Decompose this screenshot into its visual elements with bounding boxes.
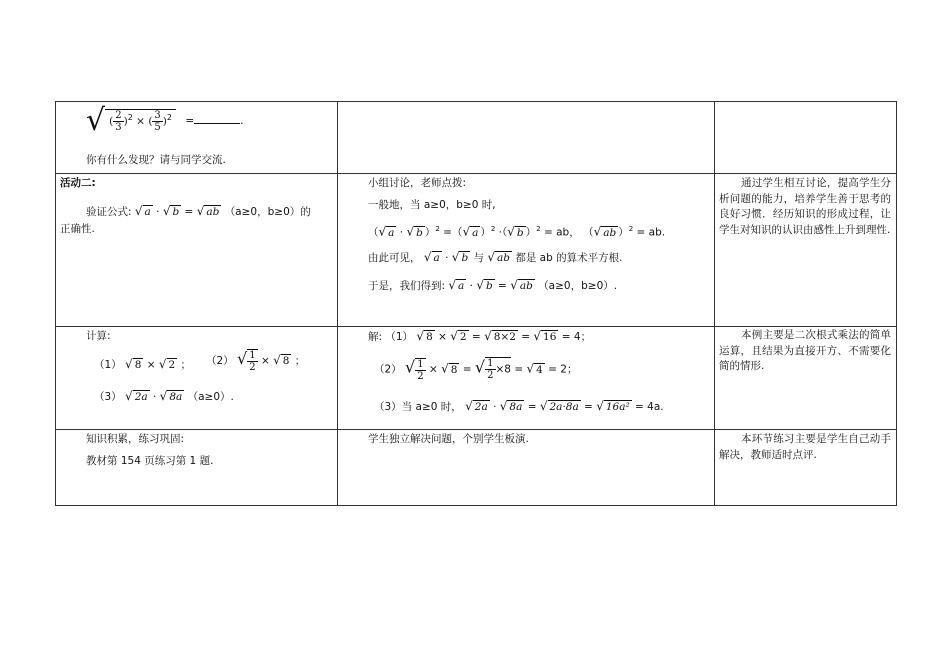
design-note: 本例主要是二次根式乘法的简单运算，且结果为直接开方、不需要化简的情形.: [719, 329, 891, 372]
solution-3: （3）当 a≥0 时， √ 2a · √ 8a = √ 2a·8a = √ 16a² = 4a.: [374, 399, 664, 413]
row2-note-cell: [715, 174, 897, 327]
practice-title: 知识积累，练习巩固:: [86, 433, 185, 445]
verify-tail: 正确性.: [60, 223, 95, 235]
table-row: [56, 327, 897, 430]
sqrt-sign: √: [86, 103, 106, 138]
table-row: [56, 102, 897, 174]
discussion-question: 你有什么发现？请与同学交流.: [86, 154, 226, 166]
row4-note-cell: [715, 430, 897, 506]
row3-middle-cell: [338, 327, 715, 430]
row2-content-cell: [56, 174, 338, 327]
student-work: 学生独立解决问题，个别学生板演.: [368, 433, 529, 445]
row3-content-cell: [56, 327, 338, 430]
solution-1: 解: （1） √ 8 × √ 2 = √ 8×2 = √ 16 = 4；: [368, 329, 592, 343]
result-formula: 于是，我们得到: √ a · √ b = √ ab （a≥0，b≥0）.: [368, 278, 618, 292]
group-discussion: 小组讨论，老师点拨:: [368, 177, 467, 189]
row1-middle-cell: [338, 102, 715, 174]
practice-item: 教材第 154 页练习第 1 题.: [86, 455, 214, 467]
answer-blank[interactable]: [194, 114, 240, 124]
row3-note-cell: [715, 327, 897, 430]
general-condition: 一般地，当 a≥0，b≥0 时,: [368, 199, 496, 211]
design-note: 通过学生相互讨论，提高学生分析问题的能力，培养学生善于思考的良好习惯．经历知识的形成过程，让学生对知识的认识由感性上升到理性.: [719, 177, 891, 236]
exercise-1: （1） √ 8 × √ 2 ；: [94, 357, 192, 371]
exercise-2: （2） √ $\frac{1}{2}$ × √ 8 ；: [206, 349, 306, 373]
table-row: [56, 174, 897, 327]
conclusion-line: 由此可见， √ a · √ b 与 √ ab 都是 ab 的算术平方根.: [368, 250, 623, 264]
row1-note-cell: [715, 102, 897, 174]
fraction-product-expression: √ ( $\frac{2}{3}$ )$^2$ × ( $\frac{3}{5}$ )$^2$ = .: [86, 103, 244, 138]
row1-content-cell: [56, 102, 338, 174]
lesson-plan-table: [55, 101, 897, 506]
verify-formula: 验证公式: √ a · √ b = √ ab （a≥0，b≥0）的: [86, 204, 311, 218]
exercise-3: （3） √ 2a · √ 8a （a≥0）.: [94, 389, 234, 403]
activity-title: 活动二:: [60, 177, 96, 189]
solution-2: （2） √ $\frac{1}{2}$ × √ 8 = √ $\frac{1}{2}$ ×8 = √ 4 = 2；: [374, 357, 578, 382]
table-row: [56, 430, 897, 506]
row4-content-cell: [56, 430, 338, 506]
calc-label: 计算:: [86, 330, 111, 342]
design-note: 本环节练习主要是学生自己动手解决，教师适时点评.: [719, 433, 891, 461]
row4-middle-cell: [338, 430, 715, 506]
square-identity: （√ a · √ b ）$^2$ =（√ a ）$^2$ ·（√ b ）$^2$ = ab， （√ ab ）$^2$ = ab.: [368, 224, 666, 239]
row2-middle-cell: [338, 174, 715, 327]
